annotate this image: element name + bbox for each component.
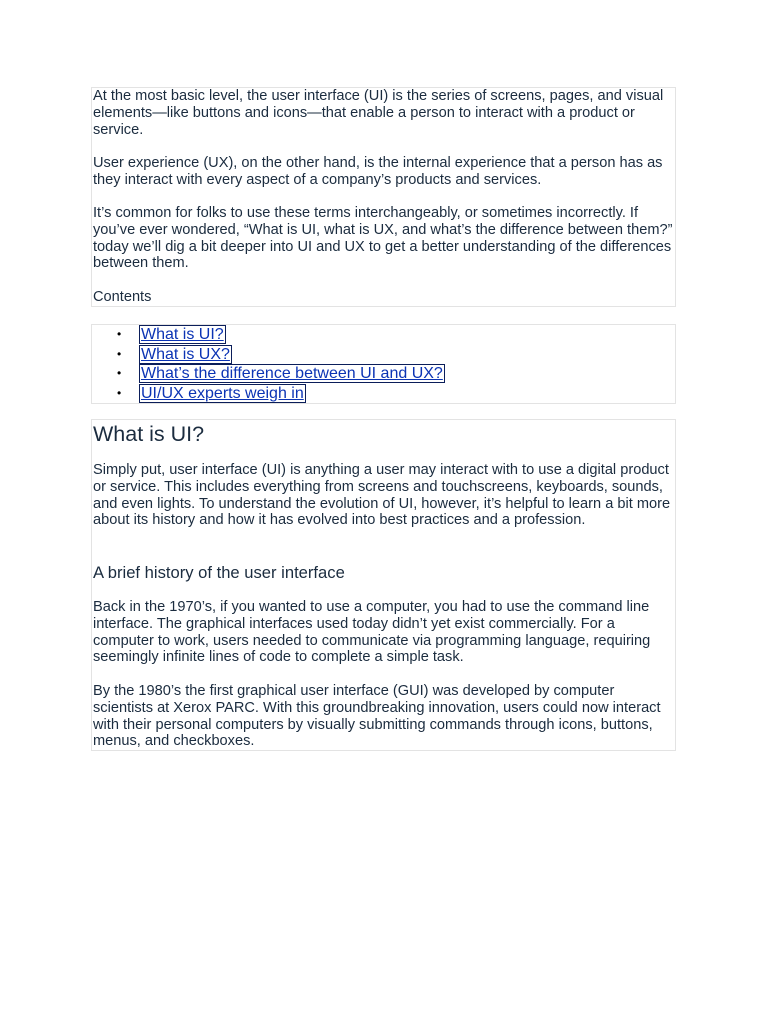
contents-label: Contents <box>93 289 152 305</box>
intro-section <box>91 87 676 307</box>
section-subtitle: A brief history of the user interface <box>93 563 345 582</box>
bullet-icon: • <box>117 346 122 361</box>
bullet-icon: • <box>117 366 122 380</box>
intro-paragraph-2: User experience (UX), on the other hand, is the internal experience that a person has as they interact with every aspect of a company’s products and services. <box>93 155 663 188</box>
section-paragraph-3: By the 1980’s the first graphical user interface (GUI) was developed by computer scientists at Xerox PARC. With this groundbreaking innovation, users could now interact with their personal computers by visually submitting commands through icons, buttons, menus, and checkboxes. <box>93 683 661 750</box>
toc-link-difference[interactable]: What’s the difference between UI and UX? <box>141 365 443 382</box>
bullet-icon: • <box>117 327 122 341</box>
toc-link-what-is-ux[interactable]: What is UX? <box>141 345 230 363</box>
table-of-contents <box>91 324 676 404</box>
section-title: What is UI? <box>93 422 205 446</box>
toc-link-what-is-ui[interactable]: What is UI? <box>141 326 224 343</box>
bullet-icon: • <box>117 385 122 400</box>
section-paragraph-1: Simply put, user interface (UI) is anything a user may interact with to use a digital product or service. This includes everything from screens and touchscreens, keyboards, sounds, and even lights. To understand the evolution of UI, however, it’s helpful to learn a bit more about its history and how it has evolved into best practices and a profession. <box>93 462 671 529</box>
intro-paragraph-1: At the most basic level, the user interface (UI) is the series of screens, pages, and visual elements—like buttons and icons—that enable a person to interact with a product or service. <box>93 88 664 138</box>
what-is-ui-section <box>91 419 676 751</box>
section-paragraph-2: Back in the 1970’s, if you wanted to use a computer, you had to use the command line interface. The graphical interfaces used today didn’t yet exist commercially. For a computer to work, users needed to communicate via programming language, requiring seemingly infinite lines of code to complete a simple task. <box>93 599 651 666</box>
toc-link-experts[interactable]: UI/UX experts weigh in <box>141 384 304 402</box>
intro-paragraph-3: It’s common for folks to use these terms interchangeably, or sometimes incorrectly. If you’ve ever wondered, “What is UI, what is UX, and what’s the difference between them?” today we’ll dig a bit deeper into UI and UX to get a better understanding of the differences between them. <box>93 205 673 272</box>
